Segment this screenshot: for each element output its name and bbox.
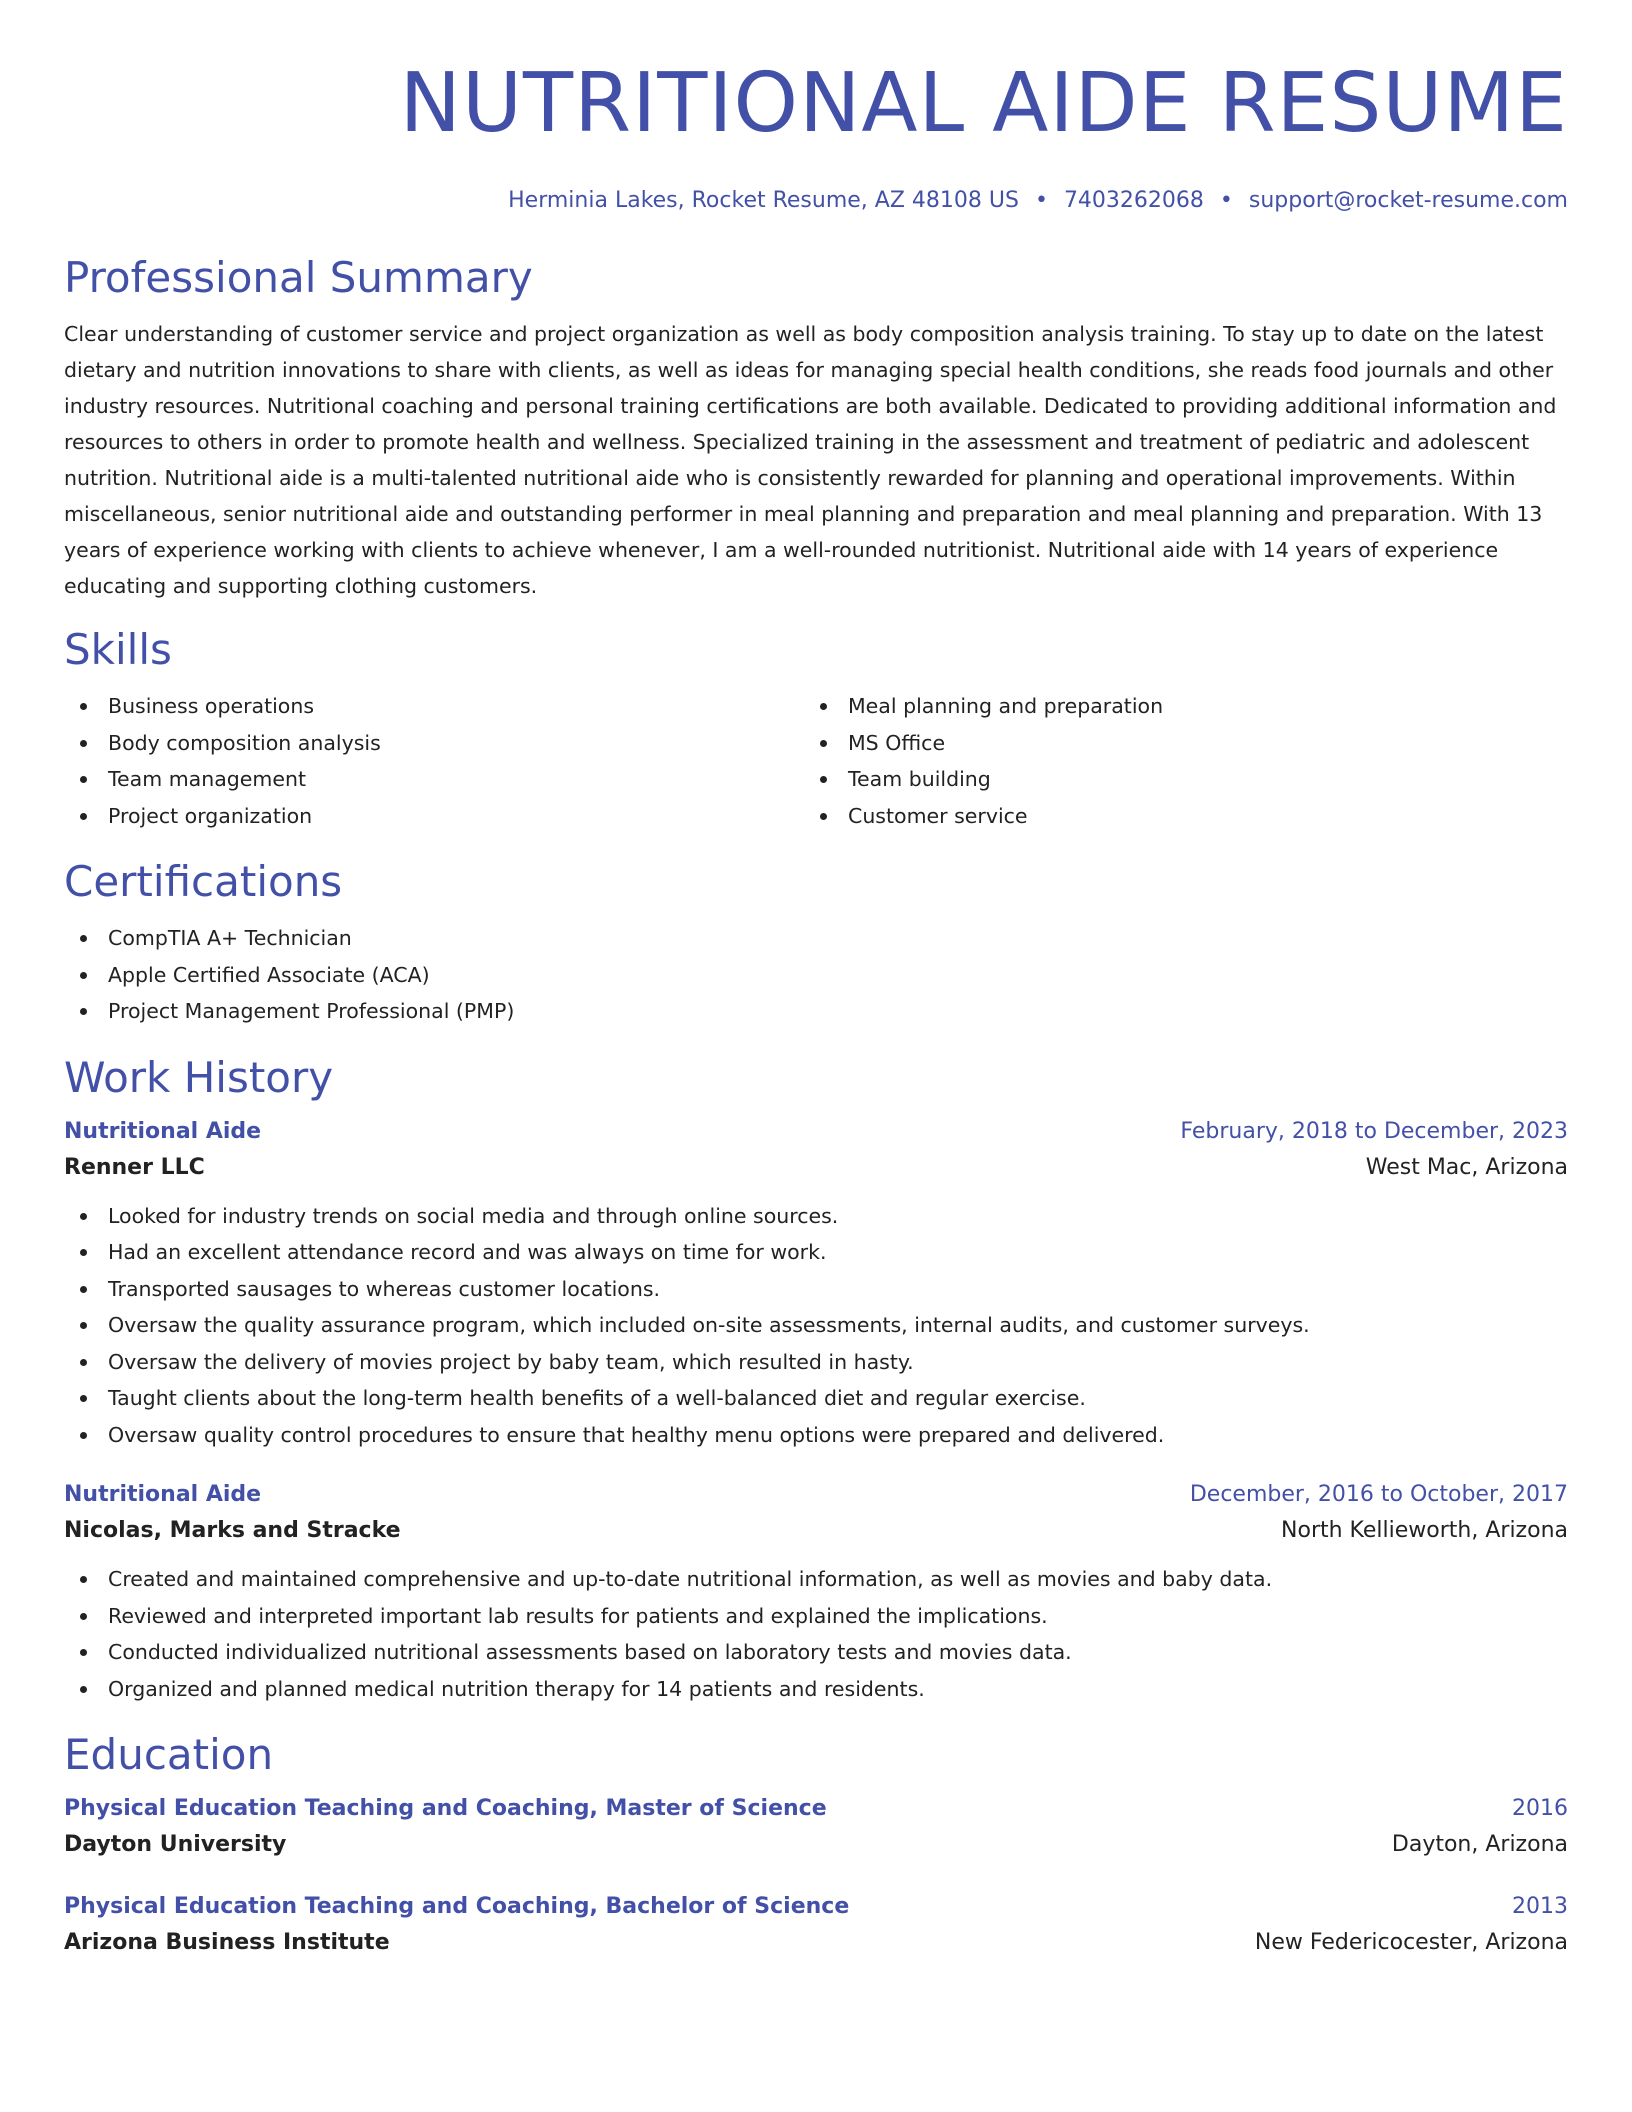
job-company: Renner LLC — [64, 1154, 205, 1180]
job-dates: February, 2018 to December, 2023 — [1180, 1118, 1568, 1144]
education-school: Arizona Business Institute — [64, 1930, 390, 1955]
skills-grid — [64, 688, 1568, 834]
education-year: 2013 — [1512, 1894, 1568, 1919]
education-header-row — [64, 1891, 1568, 1923]
skill-item: Meal planning and preparation — [804, 688, 1544, 725]
certifications-heading: Certifications — [64, 857, 343, 906]
certification-item: Apple Certified Associate (ACA) — [64, 957, 1568, 994]
education-heading: Education — [64, 1730, 274, 1779]
job-bullet: Oversaw quality control procedures to ensure that healthy menu options were prepared and delivered. — [64, 1417, 1568, 1454]
job-company: Nicolas, Marks and Stracke — [64, 1518, 401, 1543]
contact-address: Herminia Lakes, Rocket Resume, AZ 48108 US — [508, 188, 1019, 213]
education-location: Dayton, Arizona — [1391, 1832, 1568, 1857]
skills-heading: Skills — [64, 625, 172, 674]
education-degree: Physical Education Teaching and Coaching, Master of Science — [64, 1796, 827, 1821]
job-bullets — [64, 1561, 1568, 1707]
education-location: New Federicocester, Arizona — [1254, 1930, 1568, 1955]
job-title: Nutritional Aide — [64, 1118, 262, 1144]
skills-list-left — [64, 688, 804, 834]
skill-item: Body composition analysis — [64, 725, 804, 762]
certifications-list — [64, 920, 1568, 1030]
job-entry — [64, 1479, 1568, 1707]
job-dates: December, 2016 to October, 2017 — [1189, 1482, 1568, 1507]
certification-item: Project Management Professional (PMP) — [64, 993, 1568, 1030]
education-entry — [64, 1793, 1568, 1865]
contact-email: support@rocket-resume.com — [1248, 188, 1568, 213]
summary-text: Clear understanding of customer service and project organization as well as body composition analysis training. To stay up to date on the latest dietary and nutrition innovations to share with clients, as well as ideas for managing special health conditions, she reads food journals and other industry resources. Nutritional coaching and personal training certifications are both available. Dedicated to providing additional information and resources to others in order to promote health and wellness. Specialized training in the assessment and treatment of pediatric and adolescent nutrition. Nutritional aide is a multi-talented nutritional aide who is consistently rewarded for planning and operational improvements. Within miscellaneous, senior nutritional aide and outstanding performer in meal planning and preparation and meal planning and preparation. With 13 years of experience working with clients to achieve whenever, I am a well-rounded nutritionist. Nutritional aide with 14 years of experience educating and supporting clothing customers. — [64, 322, 1557, 598]
skill-item: Business operations — [64, 688, 804, 725]
education-degree: Physical Education Teaching and Coaching, Bachelor of Science — [64, 1894, 850, 1919]
contact-line — [64, 186, 1568, 216]
job-company-row — [64, 1148, 1568, 1188]
job-bullet: Oversaw the quality assurance program, which included on-site assessments, internal audits, and customer surveys. — [64, 1307, 1568, 1344]
job-bullets — [64, 1198, 1568, 1454]
job-header-row — [64, 1479, 1568, 1511]
job-company-row — [64, 1511, 1568, 1551]
skill-item: Team management — [64, 761, 804, 798]
contact-separator: • — [1034, 188, 1048, 213]
job-location: North Kellieworth, Arizona — [1281, 1518, 1568, 1543]
education-entry — [64, 1891, 1568, 1963]
job-entry — [64, 1116, 1568, 1454]
contact-separator: • — [1219, 188, 1233, 213]
job-bullet: Created and maintained comprehensive and up-to-date nutritional information, as well as movies and baby data. — [64, 1561, 1568, 1598]
job-bullet: Had an excellent attendance record and was always on time for work. — [64, 1234, 1568, 1271]
job-bullet: Organized and planned medical nutrition therapy for 14 patients and residents. — [64, 1671, 1568, 1708]
education-school-row — [64, 1923, 1568, 1963]
skill-item: Team building — [804, 761, 1544, 798]
job-bullet: Conducted individualized nutritional assessments based on laboratory tests and movies data. — [64, 1634, 1568, 1671]
job-header-row — [64, 1116, 1568, 1148]
education-school-row — [64, 1825, 1568, 1865]
job-title: Nutritional Aide — [64, 1482, 262, 1507]
skill-item: Project organization — [64, 798, 804, 835]
job-bullet: Oversaw the delivery of movies project by baby team, which resulted in hasty. — [64, 1344, 1568, 1381]
job-bullet: Looked for industry trends on social media and through online sources. — [64, 1198, 1568, 1235]
skill-item: Customer service — [804, 798, 1544, 835]
skill-item: MS Office — [804, 725, 1544, 762]
job-bullet: Taught clients about the long-term health benefits of a well-balanced diet and regular exercise. — [64, 1380, 1568, 1417]
skills-list-right — [804, 688, 1544, 834]
job-location: West Mac, Arizona — [1365, 1154, 1568, 1180]
resume-title: NUTRITIONAL AIDE RESUME — [399, 56, 1568, 151]
certification-item: CompTIA A+ Technician — [64, 920, 1568, 957]
work-history-heading: Work History — [64, 1052, 334, 1102]
education-school: Dayton University — [64, 1832, 287, 1857]
education-year: 2016 — [1512, 1796, 1568, 1821]
job-bullet: Transported sausages to whereas customer locations. — [64, 1271, 1568, 1308]
contact-phone: 7403262068 — [1063, 188, 1204, 213]
education-header-row — [64, 1793, 1568, 1825]
summary-heading: Professional Summary — [64, 253, 533, 302]
job-bullet: Reviewed and interpreted important lab results for patients and explained the implications. — [64, 1598, 1568, 1635]
